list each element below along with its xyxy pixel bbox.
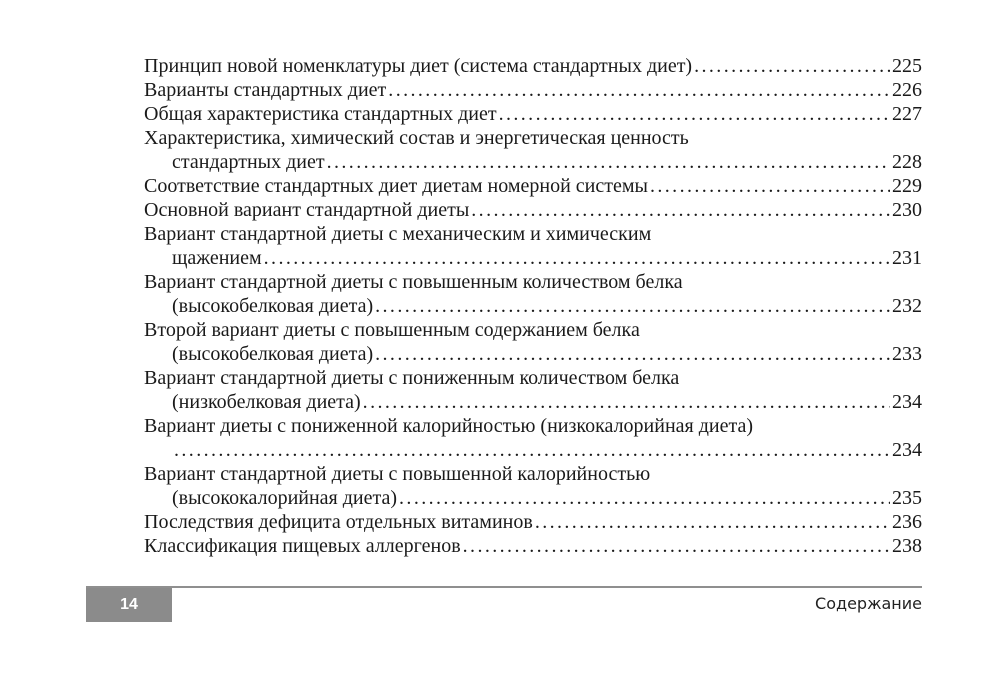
toc-entry[interactable]: [144, 318, 922, 366]
toc-entry[interactable]: [144, 126, 922, 174]
dot-leader: [327, 150, 890, 174]
running-footer-title: Содержание: [815, 594, 922, 613]
toc-entry-title: Последствия дефицита отдельных витаминов: [144, 511, 533, 533]
toc-entry-title: Второй вариант диеты с повышенным содержанием белка: [144, 319, 640, 341]
toc-entry[interactable]: [144, 174, 922, 198]
toc-page-number: 227: [892, 103, 922, 125]
toc-entry-title: Вариант стандартной диеты с повышенной калорийностью: [144, 463, 651, 485]
toc-entry-title-continuation: щажением: [172, 247, 262, 269]
toc-page-number: 232: [892, 295, 922, 317]
toc-entry[interactable]: [144, 510, 922, 534]
toc-entry-title-continuation: (высокобелковая диета): [172, 343, 374, 365]
toc-entry[interactable]: [144, 102, 922, 126]
toc-page-number: 226: [892, 79, 922, 101]
toc-entry[interactable]: [144, 54, 922, 78]
footer-divider: [86, 586, 922, 588]
toc-page-number: 231: [892, 247, 922, 269]
toc-entry-title: Характеристика, химический состав и энергетическая ценность: [144, 127, 689, 149]
toc-entry-title: Общая характеристика стандартных диет: [144, 103, 497, 125]
dot-leader: [471, 198, 890, 222]
toc-entry[interactable]: [144, 198, 922, 222]
toc-page-number: 235: [892, 487, 922, 509]
dot-leader: [535, 510, 890, 534]
toc-page-number: 225: [892, 55, 922, 77]
dot-leader: [264, 246, 890, 270]
dot-leader: [388, 78, 890, 102]
toc-entry-title: Вариант диеты с пониженной калорийностью (низкокалорийная диета): [144, 415, 754, 437]
toc-entry-title: Вариант стандартной диеты с повышенным количеством белка: [144, 271, 683, 293]
toc-entry-title-continuation: (высококалорийная диета): [172, 487, 398, 509]
toc-page-number: 238: [892, 535, 922, 557]
toc-entry-title-continuation: (низкобелковая диета): [172, 391, 361, 413]
toc-entry[interactable]: [144, 270, 922, 318]
toc-page-number: 236: [892, 511, 922, 533]
dot-leader: [694, 54, 890, 78]
toc-page-number: 230: [892, 199, 922, 221]
dot-leader: [399, 486, 890, 510]
toc-entry[interactable]: [144, 534, 922, 558]
table-of-contents: [144, 54, 922, 558]
toc-page-number: 233: [892, 343, 922, 365]
dot-leader: [463, 534, 890, 558]
toc-page-number: 228: [892, 151, 922, 173]
dot-leader: [499, 102, 890, 126]
toc-entry-title-continuation: стандартных диет: [172, 151, 325, 173]
toc-entry-title: Основной вариант стандартной диеты: [144, 199, 470, 221]
toc-page-number: 234: [892, 391, 922, 413]
page-number-badge: [86, 588, 172, 622]
toc-page-number: 229: [892, 175, 922, 197]
toc-page-number: 234: [892, 439, 922, 461]
page-number: 14: [120, 596, 138, 613]
toc-entry[interactable]: [144, 78, 922, 102]
toc-entry-title: Вариант стандартной диеты с пониженным количеством белка: [144, 367, 680, 389]
toc-entry-title: Варианты стандартных диет: [144, 79, 387, 101]
toc-entry-title: Вариант стандартной диеты с механическим и химическим: [144, 223, 652, 245]
dot-leader: [375, 294, 890, 318]
dot-leader: [650, 174, 890, 198]
toc-entry[interactable]: [144, 366, 922, 414]
toc-entry-title: Классификация пищевых аллергенов: [144, 535, 461, 557]
toc-entry[interactable]: [144, 462, 922, 510]
dot-leader: [174, 438, 890, 462]
dot-leader: [363, 390, 890, 414]
toc-entry-title-continuation: (высокобелковая диета): [172, 295, 374, 317]
toc-entry-title: Соответствие стандартных диет диетам номерной системы: [144, 175, 648, 197]
toc-entry[interactable]: [144, 414, 922, 462]
dot-leader: [375, 342, 890, 366]
toc-entry[interactable]: [144, 222, 922, 270]
toc-entry-title: Принцип новой номенклатуры диет (система стандартных диет): [144, 55, 693, 77]
